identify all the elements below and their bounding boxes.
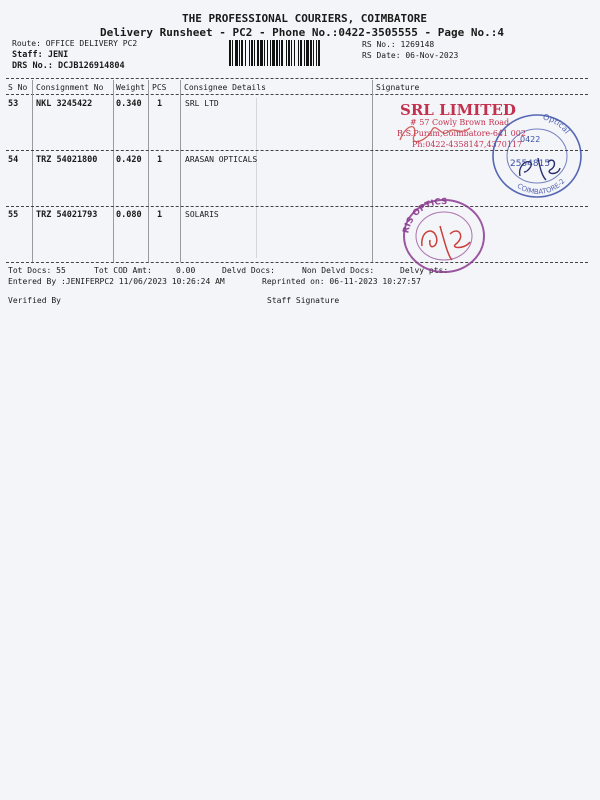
srl-stamp-address-1: # 57 Cowly Brown Road: [410, 118, 510, 127]
srl-stamp-name: SRL LIMITED: [400, 101, 516, 119]
row-53-pcs: 1: [157, 99, 163, 109]
delivery-points: Delvy pts:: [400, 266, 449, 275]
non-delivered-docs: Non Delvd Docs:: [302, 266, 375, 275]
runsheet-subtitle: Delivery Runsheet - PC2 - Phone No.:0422-3505555 - Page No.:4: [100, 26, 504, 39]
col-header-sno: S No: [8, 83, 28, 92]
col-header-consignee: Consignee Details: [184, 83, 266, 92]
row-54-pcs: 1: [157, 155, 163, 165]
rs-number: RS No.: 1269148: [362, 40, 435, 49]
total-docs: Tot Docs: 55: [8, 266, 66, 275]
row-53-consignment: NKL 3245422: [36, 99, 93, 109]
blue-stamp-code: 0422: [520, 135, 541, 144]
srl-signature-scribble: [392, 112, 512, 156]
company-title: THE PROFESSIONAL COURIERS, COIMBATORE: [182, 12, 428, 25]
row-55-consignment: TRZ 54021793: [36, 210, 98, 220]
total-cod-value: 0.00: [176, 266, 196, 275]
row-53-sno: 53: [8, 99, 19, 109]
col-header-pcs: PCS: [152, 83, 167, 92]
row-54-weight: 0.420: [116, 155, 142, 165]
row-rule: [6, 206, 588, 207]
blue-stamp-number: 2554815: [510, 159, 551, 169]
reprinted-on: Reprinted on: 06-11-2023 10:27:57: [262, 277, 421, 286]
col-separator: [256, 98, 257, 258]
col-header-consignment: Consignment No: [36, 83, 104, 92]
delivered-docs: Delvd Docs:: [222, 266, 275, 275]
row-55-weight: 0.080: [116, 210, 142, 220]
entered-by: Entered By :JENIFERPC2 11/06/2023 10:26:24 AM: [8, 277, 225, 286]
barcode-image: [229, 40, 355, 66]
col-separator: [372, 80, 373, 262]
col-separator: [32, 80, 33, 262]
row-54-consignee: ARASAN OPTICALS: [185, 155, 258, 164]
table-top-rule: [6, 78, 588, 79]
arasan-round-stamp: [400, 196, 490, 278]
blue-stamp-city: COIMBATORE-2: [515, 177, 567, 197]
svg-text:Optical: [542, 112, 571, 135]
staff-text: Staff: JENI: [12, 50, 69, 60]
row-53-consignee: SRL LTD: [185, 99, 219, 108]
row-55-consignee: SOLARIS: [185, 210, 219, 219]
row-54-consignment: TRZ 54021800: [36, 155, 98, 165]
col-separator: [180, 80, 181, 262]
col-header-weight: Weight: [116, 83, 145, 92]
drs-number: DRS No.: DCJB126914804: [12, 61, 125, 71]
row-55-sno: 55: [8, 210, 19, 220]
route-text: Route: OFFICE DELIVERY PC2: [12, 39, 138, 48]
srl-stamp-phone: Ph:0422-4358147,4370117: [412, 140, 523, 149]
arasan-signature: [422, 226, 470, 260]
table-header-rule: [6, 94, 588, 95]
row-53-weight: 0.340: [116, 99, 142, 109]
rs-date: RS Date: 06-Nov-2023: [362, 51, 459, 60]
srl-stamp-address-2: R.S.Puram,Coimbatore-641 002: [397, 129, 526, 138]
blue-stamp-arc-text: Optical: [541, 112, 572, 136]
verified-by: Verified By: [8, 296, 61, 305]
arasan-stamp-arc-text: RIS OPTICS: [401, 196, 448, 235]
col-separator: [148, 80, 149, 262]
row-54-sno: 54: [8, 155, 19, 165]
staff-signature-label: Staff Signature: [267, 296, 340, 305]
col-header-signature: Signature: [376, 83, 420, 92]
total-cod-label: Tot COD Amt:: [94, 266, 152, 275]
table-bottom-rule: [6, 262, 588, 263]
barcode-bar: [320, 40, 323, 66]
col-separator: [113, 80, 114, 262]
row-55-pcs: 1: [157, 210, 163, 220]
